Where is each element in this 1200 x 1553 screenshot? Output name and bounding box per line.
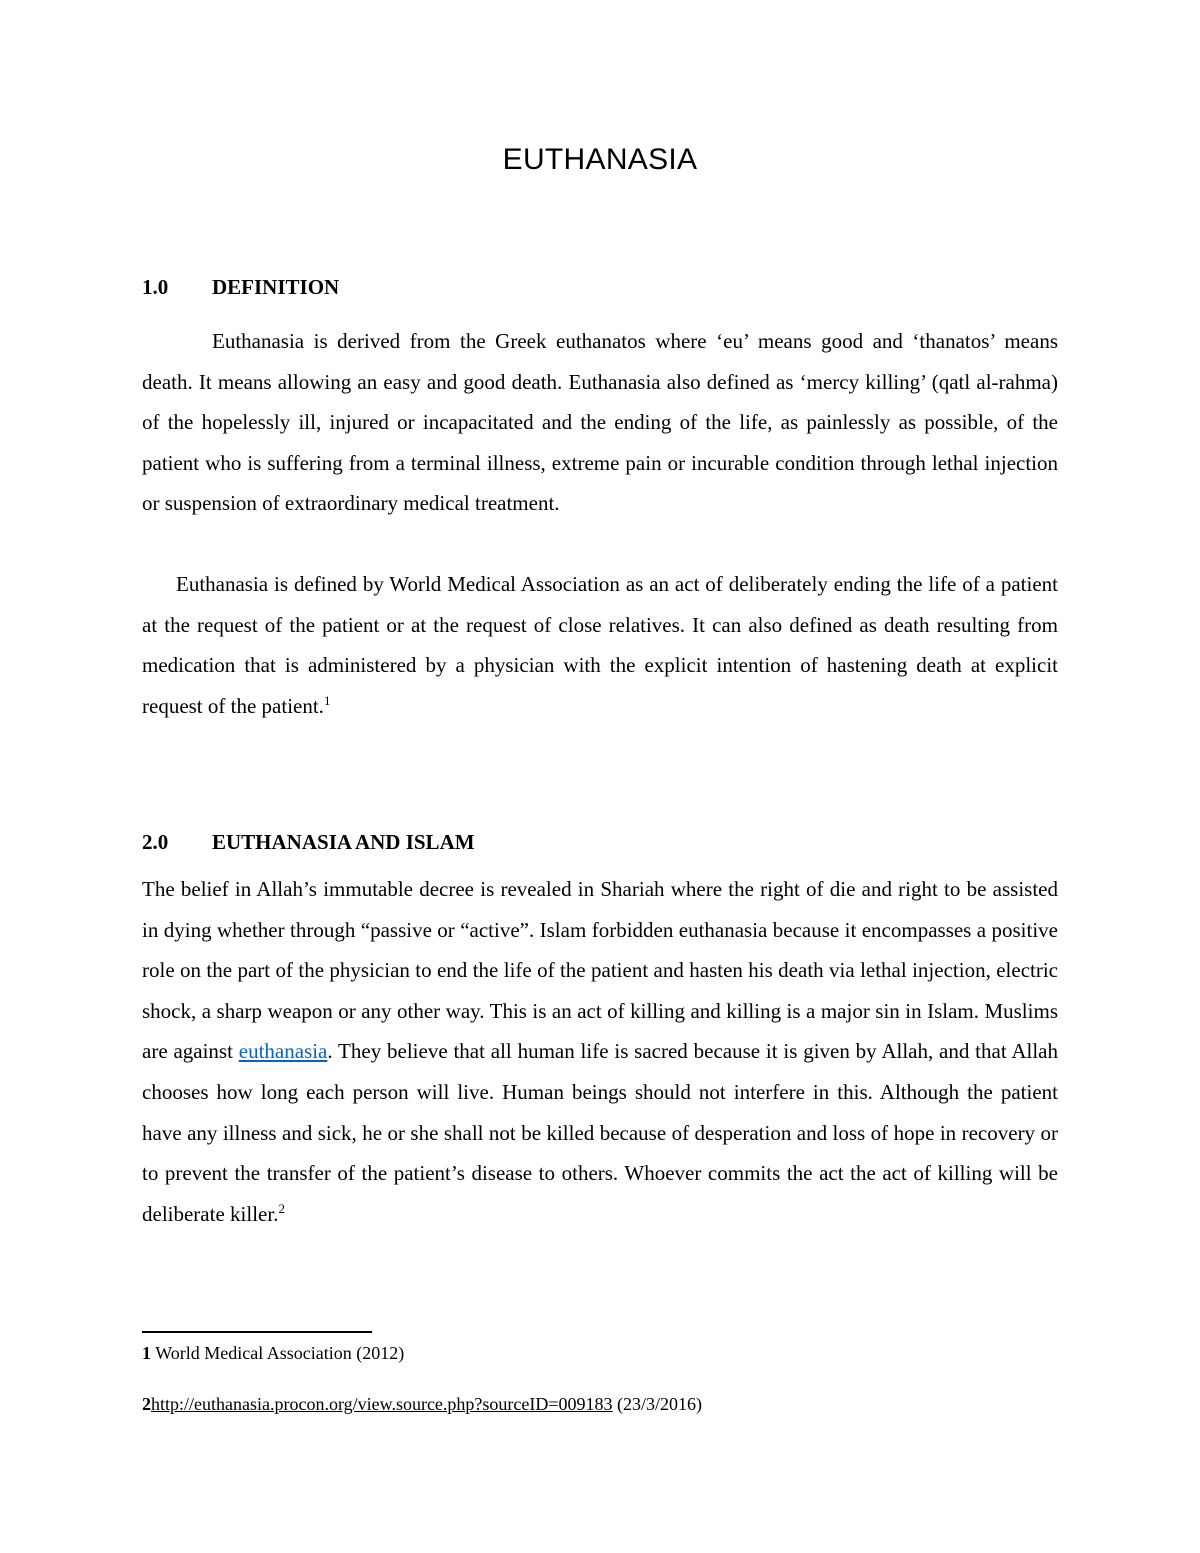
section-2-number: 2.0: [142, 830, 169, 854]
section-1-number: 1.0: [142, 275, 169, 299]
footnote-1-text: World Medical Association (2012): [155, 1343, 405, 1363]
section-1-paragraph-2: [142, 564, 1058, 726]
footnote-ref-2[interactable]: 2: [278, 1200, 285, 1216]
footnote-1: [142, 1341, 404, 1365]
document-title: EUTHANASIA: [502, 143, 698, 176]
footnote-2-date: (23/3/2016): [617, 1394, 703, 1414]
footnote-1-number: 1: [142, 1343, 151, 1363]
section-1-paragraph-2-text: Euthanasia is defined by World Medical Association as an act of deliberately ending the life of a patient at the request of the patient or at the request of close relatives. It can also defined as death resulting from medication that is administered by a physician with the explicit intention of hastening death at explicit request of the patient.: [142, 572, 1058, 718]
section-2-title: EUTHANASIA AND ISLAM: [212, 830, 475, 854]
section-1-title: DEFINITION: [212, 275, 340, 299]
section-1-paragraph-1: [142, 321, 1058, 524]
footnote-ref-1[interactable]: 1: [323, 692, 331, 708]
footnote-2-number: 2: [142, 1394, 151, 1414]
section-2-heading: [142, 828, 475, 856]
section-2-paragraph: [142, 869, 1058, 1234]
footnote-2-link[interactable]: http://euthanasia.procon.org/view.source.php?sourceID=009183: [151, 1394, 613, 1414]
footnote-separator: [142, 1331, 372, 1333]
section-1-heading: [142, 273, 339, 301]
section-1-paragraph-1-text: Euthanasia is derived from the Greek euthanatos where ‘eu’ means good and ‘thanatos’ means death. It means allowing an easy and good death. Euthanasia also defined as ‘mercy killing’ (qatl al-rahma) of the hopelessly ill, injured or incapacitated and the ending of the life, as painlessly as possible, of the patient who is suffering from a terminal illness, extreme pain or incurable condition through lethal injection or suspension of extraordinary medical treatment.: [142, 329, 1058, 516]
section-2-paragraph-text-before-link: The belief in Allah’s immutable decree is revealed in Shariah where the right of die and right to be assisted in dying whether through “passive or “active”. Islam forbidden euthanasia because it encompasses a positive role on the part of the physician to end the life of the patient and hasten his death via lethal injection, electric shock, a sharp weapon or any other way. This is an act of killing and killing is a major sin in Islam. Muslims are against: [142, 877, 1058, 1064]
footnote-2: [142, 1392, 702, 1416]
section-2-paragraph-text-after-link: . They believe that all human life is sacred because it is given by Allah, and that Allah chooses how long each person will live. Human beings should not interfere in this. Although the patient have any illness and sick, he or she shall not be killed because of desperation and loss of hope in recovery or to prevent the transfer of the patient’s disease to others. Whoever commits the act the act of killing will be deliberate killer.: [142, 1039, 1058, 1226]
euthanasia-link[interactable]: euthanasia: [238, 1039, 328, 1064]
